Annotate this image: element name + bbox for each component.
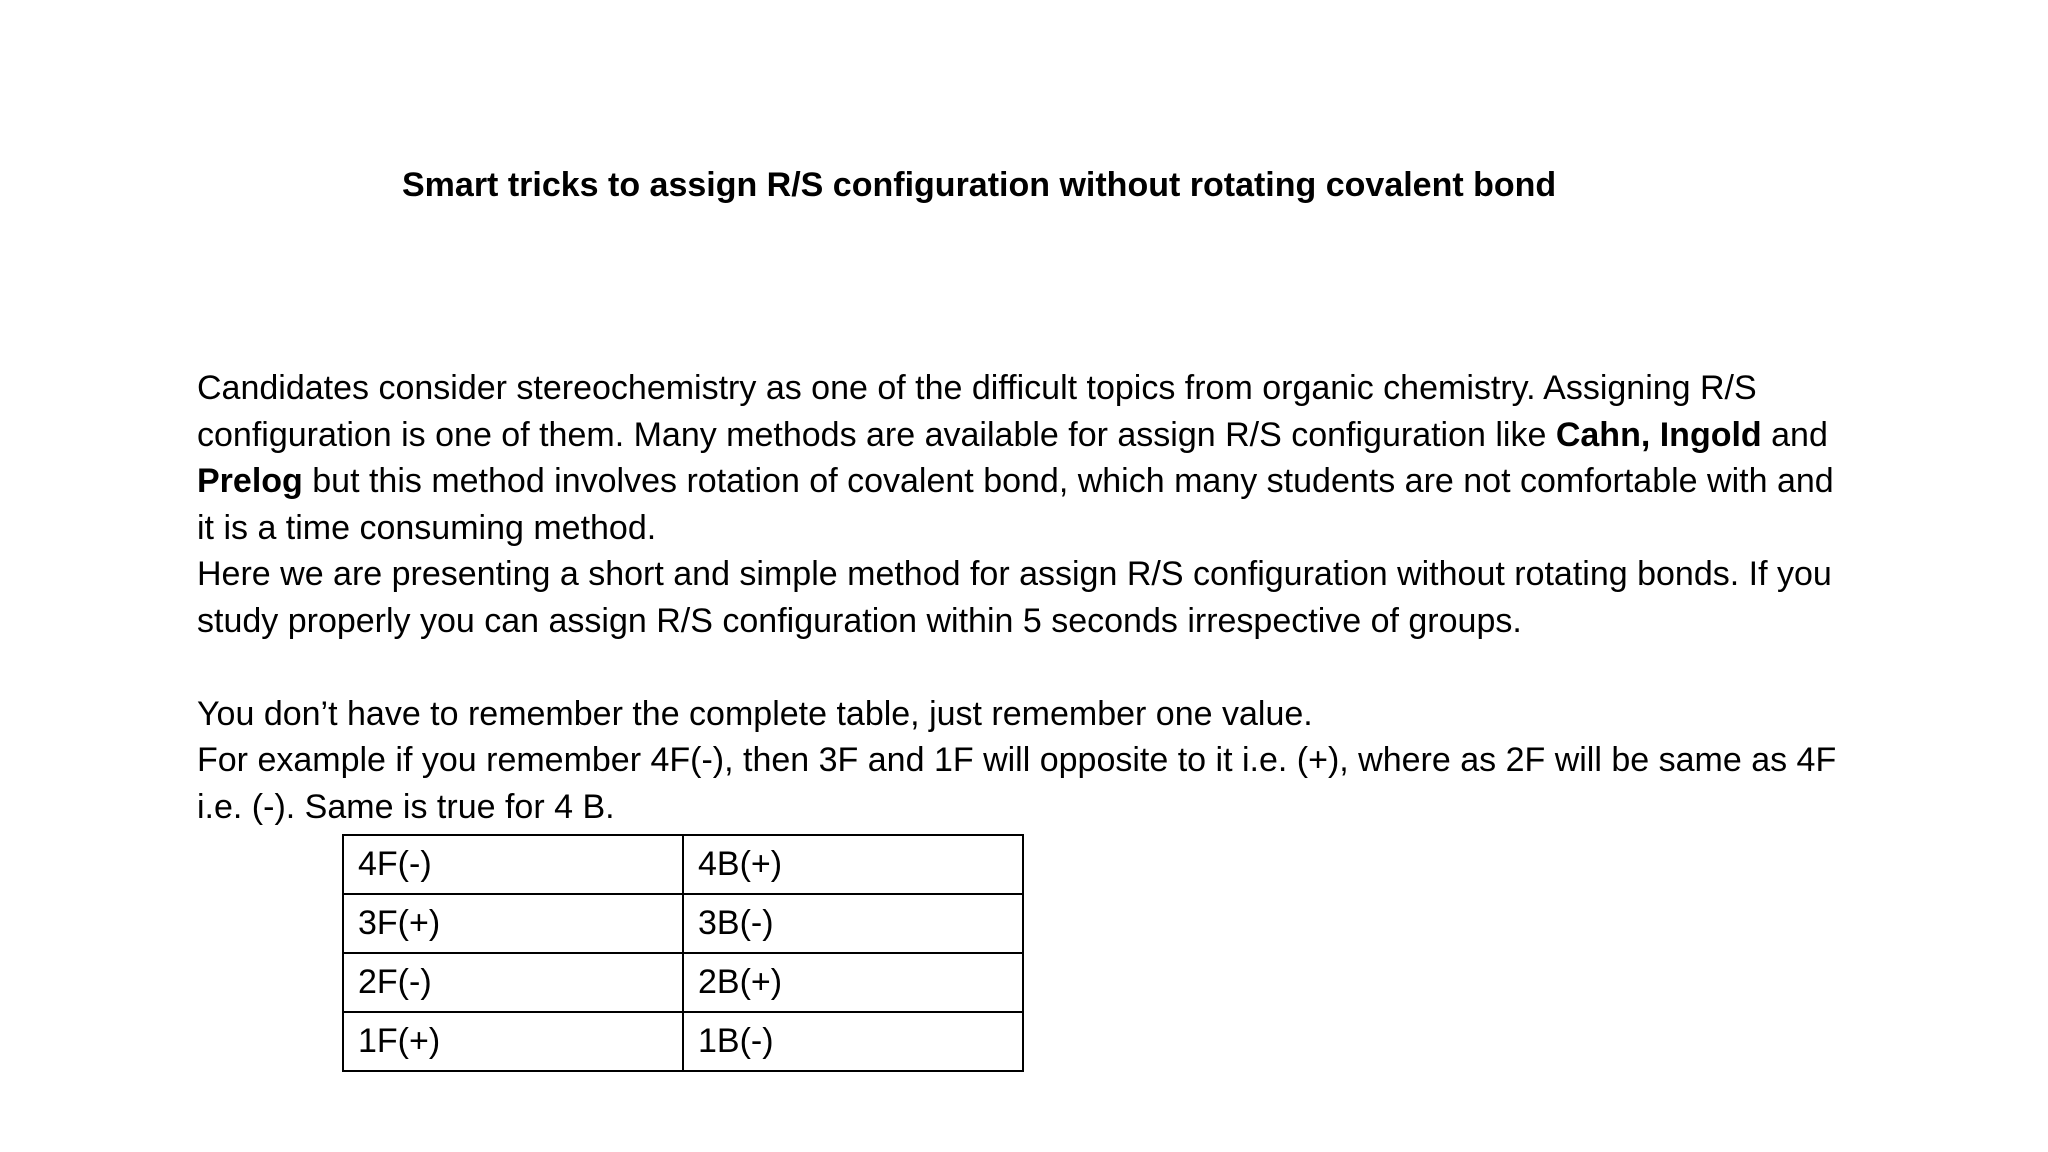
table-cell: 3F(+) [343,894,683,953]
bold-prelog: Prelog [197,462,303,500]
remember-paragraph: You don’t have to remember the complete table, just remember one value. [197,694,1313,733]
table-row [343,894,1023,953]
table-cell: 2F(-) [343,953,683,1012]
table-cell: 2B(+) [683,953,1023,1012]
intro-text-3: but this method involves rotation of covalent bond, which many students are not comfortable with and it is a time consuming method. [197,462,1834,547]
intro-text-1: Candidates consider stereochemistry as one of the difficult topics from organic chemistry. Assigning R/S configuration is one of them. Many methods are available for assign R/S configuration like [197,369,1757,454]
table-cell: 1F(+) [343,1012,683,1071]
example-paragraph: For example if you remember 4F(-), then 3F and 1F will opposite to it i.e. (+), where as 2F will be same as 4F i.e. (-). Same is true for 4 B. [197,741,1837,826]
table-row [343,835,1023,894]
bold-cahn-ingold: Cahn, Ingold [1555,415,1762,454]
table-cell: 4B(+) [683,835,1023,894]
page-title: Smart tricks to assign R/S configuration without rotating covalent bond [402,166,1557,204]
table-cell: 3B(-) [683,894,1023,953]
intro-text-2: and [1761,415,1828,454]
table-row [343,1012,1023,1071]
method-paragraph: Here we are presenting a short and simple method for assign R/S configuration without rotating bonds. If you study properly you can assign R/S configuration within 5 seconds irrespective of groups. [197,555,1832,640]
body-text [197,365,1837,830]
paragraph-spacer [197,644,1837,691]
table-cell: 1B(-) [683,1012,1023,1071]
intro-paragraph [197,365,1837,551]
configuration-table [342,834,1024,1072]
table-row [343,953,1023,1012]
table-cell: 4F(-) [343,835,683,894]
